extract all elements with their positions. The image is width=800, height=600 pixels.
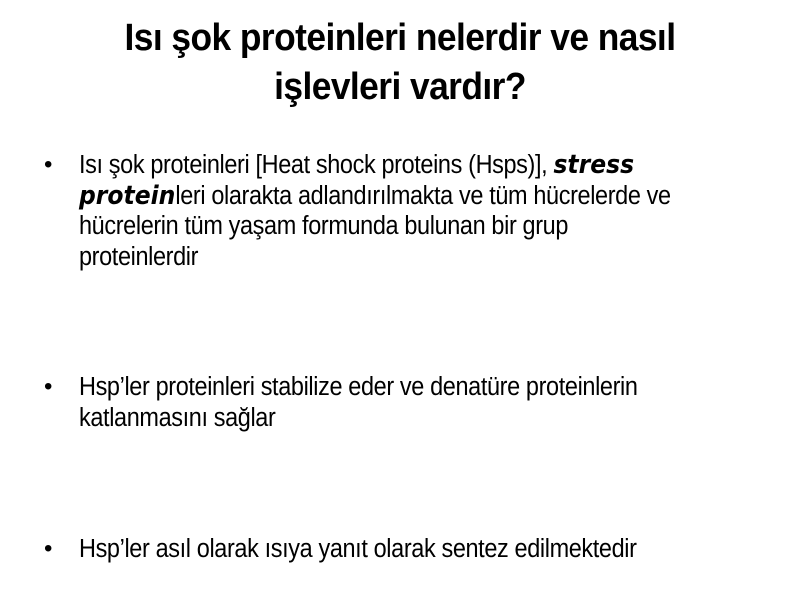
bullet-item-2 xyxy=(44,372,764,433)
bullet-1-row-4: proteinlerdir xyxy=(79,242,199,271)
bullet-marker: • xyxy=(44,373,53,400)
bullet-2-row-1: Hsp’ler proteinleri stabilize eder ve denatüre proteinlerin xyxy=(79,373,638,401)
bullet-1-row-2 xyxy=(79,181,741,212)
bullet-marker: • xyxy=(44,535,53,562)
bullet-1-text-start: Isı şok proteinleri [Heat shock proteins (Hsps)], xyxy=(79,151,554,179)
bullet-1-row-1 xyxy=(79,150,741,181)
title-line-2: işlevleri vardır? xyxy=(274,66,526,108)
title-line-1: Isı şok proteinleri nelerdir ve nasıl xyxy=(124,17,676,59)
bullet-text-3 xyxy=(79,534,741,565)
bullet-item-3 xyxy=(44,534,764,565)
bullet-marker: • xyxy=(44,151,53,178)
emphasis-stress: stress xyxy=(553,150,635,180)
bullet-1-row-3: hücrelerin tüm yaşam formunda bulunan bir grup xyxy=(79,212,569,240)
bullet-1-text-continued: leri olarakta adlandırılmakta ve tüm hücrelerde ve xyxy=(175,181,671,210)
bullet-item-1 xyxy=(44,150,764,272)
bullet-text-1 xyxy=(79,150,741,272)
bullet-text-2 xyxy=(79,372,741,433)
slide-title xyxy=(65,14,735,112)
bullet-3-row-1: Hsp’ler asıl olarak ısıya yanıt olarak sentez edilmektedir xyxy=(79,535,637,563)
emphasis-protein: protein xyxy=(79,180,176,211)
bullet-2-row-2: katlanmasını sağlar xyxy=(79,403,276,432)
